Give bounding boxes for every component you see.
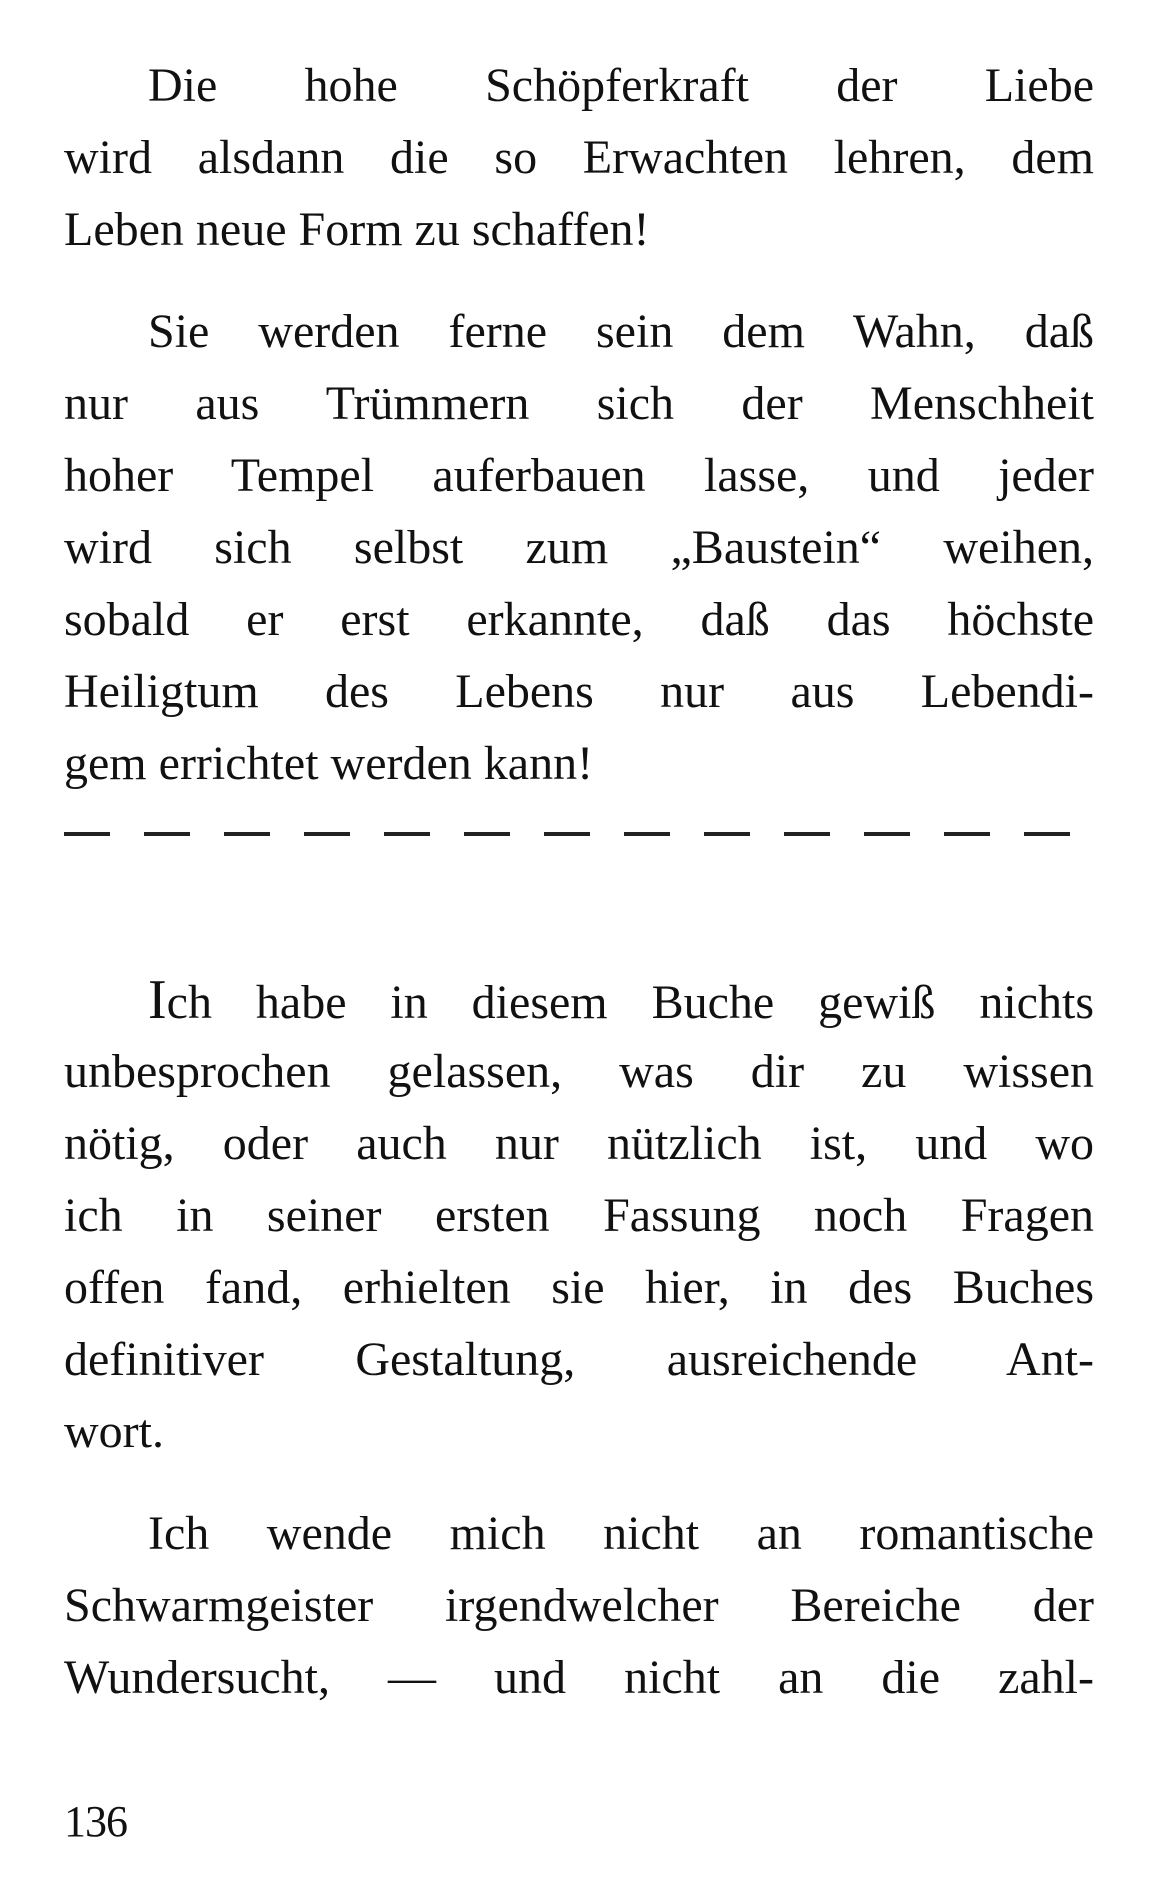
text-line: sobald er erst erkannte, daß das höchste: [64, 593, 1094, 646]
paragraph-3: [64, 964, 1094, 1468]
text-line: Schwarmgeister irgendwelcher Bereiche der: [64, 1579, 1094, 1632]
page-body: [64, 50, 1094, 1714]
paragraph-1: [64, 50, 1094, 266]
text-line: Sie werden ferne sein dem Wahn, daß: [148, 305, 1094, 358]
paragraph-4: [64, 1498, 1094, 1714]
text-line: unbesprochen gelassen, was dir zu wissen: [64, 1045, 1094, 1098]
initial-letter: I: [148, 969, 167, 1031]
text-line: hoher Tempel auferbauen lasse, und jeder: [64, 449, 1094, 502]
text-line: wird alsdann die so Erwachten lehren, dem: [64, 131, 1094, 184]
dashed-separator: [64, 832, 1094, 836]
paragraph-2: [64, 296, 1094, 800]
text-line: wort.: [64, 1405, 164, 1458]
text-line: Heiligtum des Lebens nur aus Lebendi-: [64, 665, 1094, 718]
text-line: [64, 964, 1094, 1036]
text-line: Ich wende mich nicht an romantische: [148, 1507, 1094, 1560]
text-line: wird sich selbst zum „Baustein“ weihen,: [64, 521, 1094, 574]
text-line: gem errichtet werden kann!: [64, 737, 594, 790]
page-number: 136: [64, 1797, 127, 1846]
text-line: offen fand, erhielten sie hier, in des Buches: [64, 1261, 1094, 1314]
text-line: nötig, oder auch nur nützlich ist, und wo: [64, 1117, 1094, 1170]
text-line: Wundersucht, — und nicht an die zahl-: [64, 1651, 1094, 1704]
text-line: ich in seiner ersten Fassung noch Fragen: [64, 1189, 1094, 1242]
text-line: Die hohe Schöpferkraft der Liebe: [148, 59, 1094, 112]
text-line: nur aus Trümmern sich der Menschheit: [64, 377, 1094, 430]
text-line: Leben neue Form zu schaffen!: [64, 203, 650, 256]
text-line: definitiver Gestaltung, ausreichende Ant-: [64, 1333, 1094, 1386]
text-line-rest: ch habe in diesem Buche gewiß nichts: [166, 976, 1094, 1029]
